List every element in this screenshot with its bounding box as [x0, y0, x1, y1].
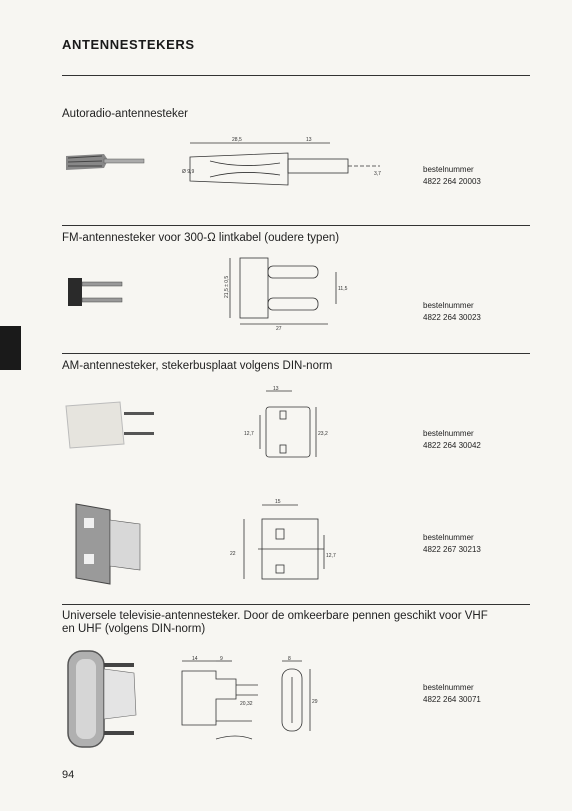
order-block-3	[423, 428, 481, 452]
autoradio-plug-photo	[64, 148, 154, 178]
dim-diameter: Ø 9,9	[182, 169, 195, 175]
chapter-tab	[0, 326, 21, 370]
dim-front-width: 8	[288, 656, 291, 662]
order-label: bestelnummer	[423, 429, 474, 438]
dim-pitch: 12,7	[326, 553, 336, 559]
section-heading-tv	[62, 610, 532, 636]
dim-pitch: 12,7	[244, 431, 254, 437]
dim-height: 21,5 ± 0,5	[224, 275, 230, 298]
section-divider	[62, 225, 530, 226]
dim-tip: 13	[306, 137, 312, 143]
section-heading-am: AM-antennesteker, stekerbusplaat volgens DIN-norm	[62, 360, 333, 372]
autoradio-plug-drawing	[180, 135, 390, 195]
dim-body: 14	[192, 656, 198, 662]
order-block-2	[423, 300, 481, 324]
header-divider	[62, 75, 530, 76]
section-heading-autoradio: Autoradio-antennesteker	[62, 108, 188, 120]
order-label: bestelnummer	[423, 301, 474, 310]
order-number: 4822 264 30071	[423, 695, 481, 704]
am-plug-drawing	[240, 385, 330, 470]
dim-width: 27	[276, 326, 282, 332]
dim-spacing: 11,5	[338, 286, 348, 292]
order-block-1	[423, 164, 481, 188]
heading-line-2: en UHF (volgens DIN-norm)	[62, 623, 206, 635]
dim-width: 15	[275, 499, 281, 505]
tv-plug-side-drawing	[176, 655, 266, 750]
dim-front-height: 29	[312, 699, 318, 705]
order-number: 4822 264 30023	[423, 313, 481, 322]
page-title: ANTENNESTEKERS	[62, 37, 195, 52]
dim-collar: 9	[220, 656, 223, 662]
order-label: bestelnummer	[423, 533, 474, 542]
section-divider	[62, 604, 530, 605]
dim-height: 23,2	[318, 431, 328, 437]
section-divider	[62, 353, 530, 354]
section-heading-fm: FM-antennesteker voor 300-Ω lintkabel (oudere typen)	[62, 232, 340, 244]
am-plug-photo	[62, 398, 162, 454]
fm-plug-photo	[66, 274, 126, 310]
fm-plug-drawing	[210, 250, 360, 330]
order-number: 4822 267 30213	[423, 545, 481, 554]
tv-plug-front-drawing	[270, 655, 330, 740]
dim-width: 13	[273, 386, 279, 392]
page-number: 94	[62, 769, 75, 781]
dim-height: 22	[230, 551, 236, 557]
order-block-5	[423, 682, 481, 706]
heading-line-1: Universele televisie-antennesteker. Door de omkeerbare pennen geschikt voor VHF	[62, 610, 488, 622]
dim-pin-length: 20,32	[240, 701, 253, 707]
dim-length: 28,5	[232, 137, 242, 143]
order-block-4	[423, 532, 481, 556]
dim-pin: 3,7	[374, 171, 381, 177]
order-number: 4822 264 20003	[423, 177, 481, 186]
order-label: bestelnummer	[423, 683, 474, 692]
order-number: 4822 264 30042	[423, 441, 481, 450]
tv-plug-photo	[62, 645, 162, 755]
socket-plate-drawing	[228, 495, 338, 595]
order-label: bestelnummer	[423, 165, 474, 174]
socket-plate-photo	[70, 500, 150, 590]
